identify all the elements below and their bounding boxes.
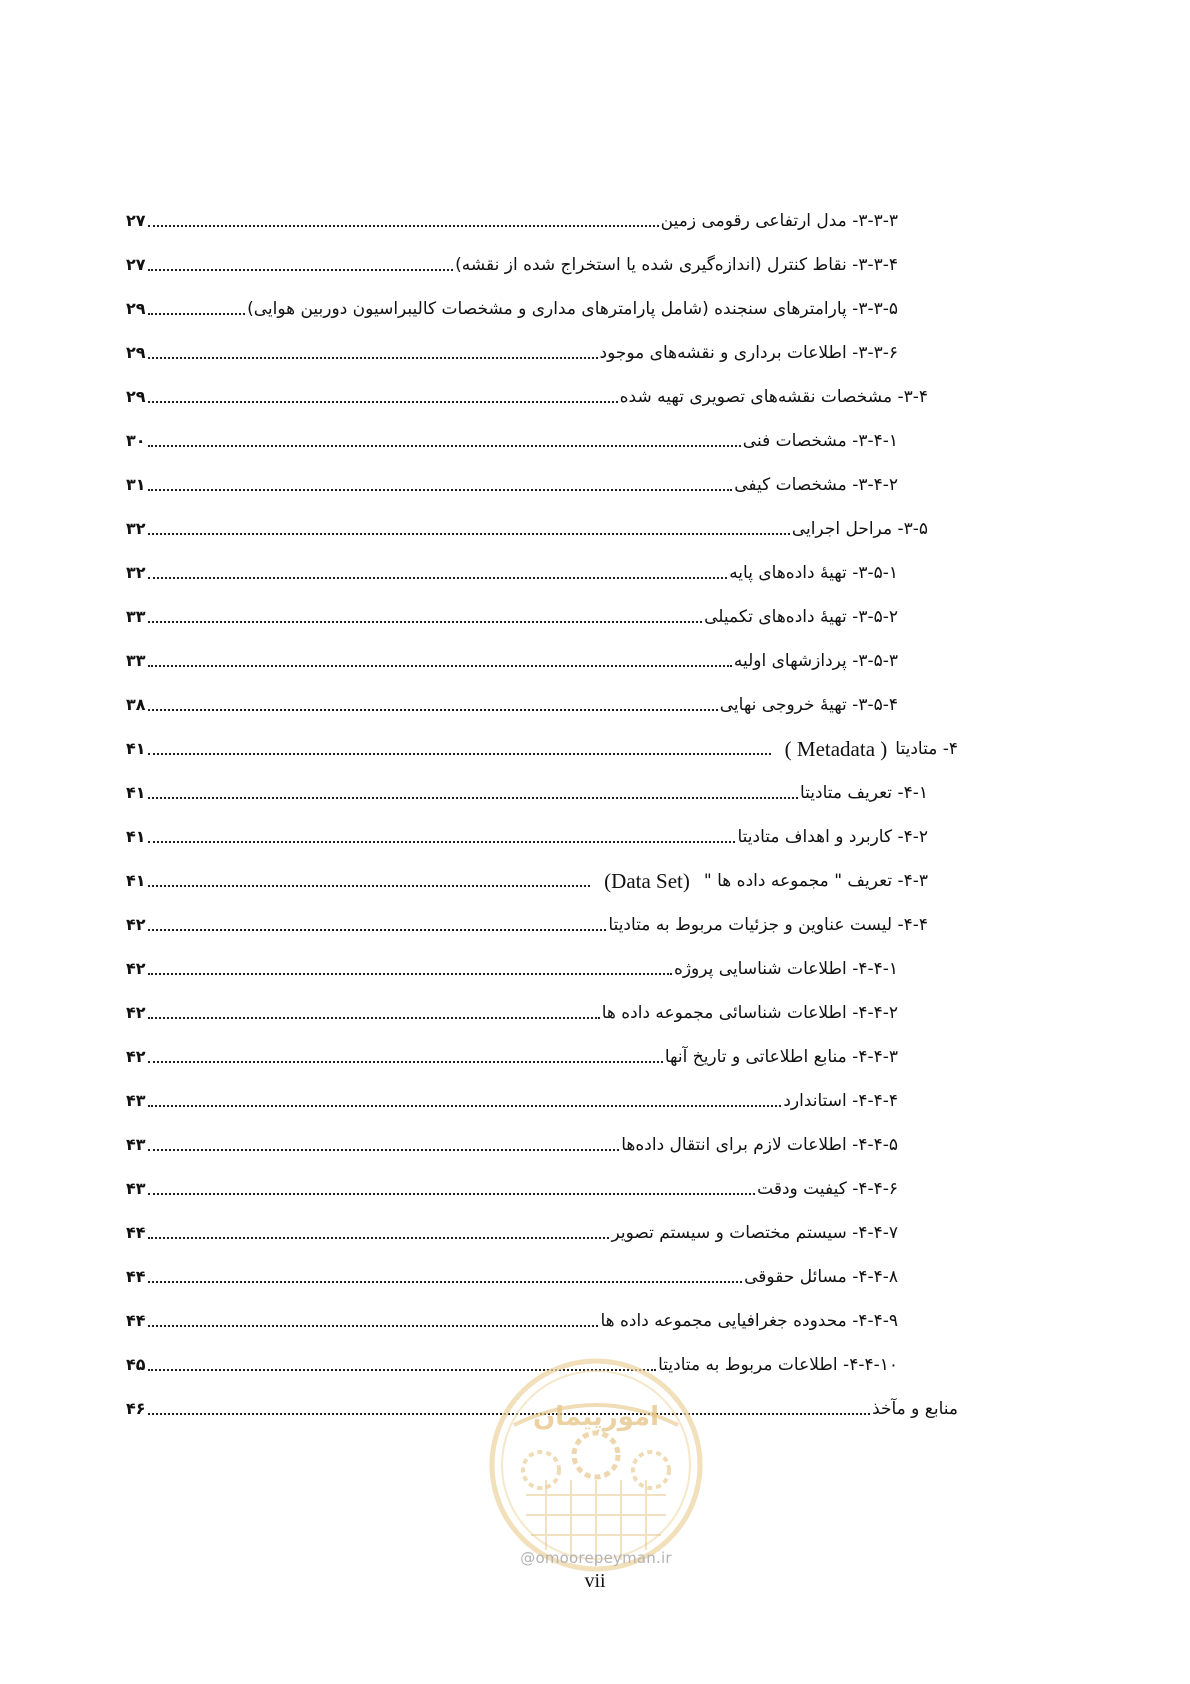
toc-entry bbox=[126, 906, 928, 936]
toc-entry-title: ۳-۴-۲- مشخصات کیفی bbox=[734, 475, 898, 495]
dot-leader bbox=[148, 401, 618, 403]
toc-entry-title: ۳-۵-۳- پردازشهای اولیه bbox=[733, 651, 898, 671]
toc-entry bbox=[126, 1302, 898, 1332]
toc-entry-title: ۳-۴- مشخصات نقشه‌های تصویری تهیه شده bbox=[619, 387, 928, 407]
toc-entry-page: ۴۴ bbox=[126, 1223, 146, 1242]
toc-entry-title: ۴-۴- لیست عناوین و جزئیات مربوط به متادیتا bbox=[608, 915, 928, 935]
toc-entry bbox=[126, 202, 898, 232]
toc-entry-page: ۴۱ bbox=[126, 739, 146, 758]
toc-entry-title: ۴-۴-۲- اطلاعات شناسائی مجموعه داده ها bbox=[601, 1003, 898, 1023]
toc-entry-page: ۳۲ bbox=[126, 519, 146, 538]
toc-entry-page: ۴۱ bbox=[126, 871, 146, 890]
toc-entry-title: ۴-۳- تعریف " مجموعه داده ها " bbox=[703, 871, 928, 891]
dot-leader bbox=[148, 489, 733, 491]
toc-entry-title: ۳-۴-۱- مشخصات فنی bbox=[742, 431, 898, 451]
toc-entry-title: ۳-۳-۶- اطلاعات برداری و نقشه‌های موجود bbox=[599, 343, 898, 363]
toc-entry-title: ۴-۴-۷- سیستم مختصات و سیستم تصویر bbox=[611, 1223, 898, 1243]
toc-entry bbox=[126, 378, 928, 408]
dot-leader bbox=[148, 973, 672, 975]
toc-entry-page: ۳۳ bbox=[126, 651, 146, 670]
dot-leader bbox=[148, 797, 798, 799]
toc-entry-title: ۳-۳-۵- پارامترهای سنجنده (شامل پارامترهای مداری و مشخصات کالیبراسیون دوربین هوایی) bbox=[247, 299, 898, 319]
dot-leader bbox=[148, 313, 246, 315]
toc-entry bbox=[126, 642, 898, 672]
toc-entry-page: ۴۵ bbox=[126, 1355, 146, 1374]
toc-entry bbox=[126, 1214, 898, 1244]
dot-leader bbox=[148, 533, 790, 535]
dot-leader bbox=[148, 1017, 600, 1019]
dot-leader bbox=[148, 621, 703, 623]
dot-leader bbox=[148, 753, 771, 755]
toc-entry bbox=[126, 246, 898, 276]
dot-leader bbox=[148, 577, 728, 579]
toc-entry-page: ۳۸ bbox=[126, 695, 146, 714]
dot-leader bbox=[148, 225, 659, 227]
toc-entry-page: ۳۱ bbox=[126, 475, 146, 494]
toc-entry-title: ۴-۴-۱- اطلاعات شناسایی پروژه bbox=[673, 959, 898, 979]
toc-entry-page: ۴۴ bbox=[126, 1311, 146, 1330]
toc-entry-title: ۴-۴-۸- مسائل حقوقی bbox=[744, 1267, 898, 1287]
toc-entry bbox=[126, 598, 898, 628]
toc-entry-page: ۲۷ bbox=[126, 211, 146, 230]
dot-leader bbox=[148, 885, 591, 887]
toc-entry-title: ۴-۲- کاربرد و اهداف متادیتا bbox=[737, 827, 928, 847]
toc-entry bbox=[126, 1126, 898, 1156]
toc-entry-page: ۴۲ bbox=[126, 1047, 146, 1066]
toc-entry-title: منابع و مآخذ bbox=[872, 1399, 958, 1419]
toc-entry-page: ۲۹ bbox=[126, 299, 146, 318]
toc-entry bbox=[126, 554, 898, 584]
dot-leader bbox=[148, 709, 718, 711]
toc-entry bbox=[126, 862, 928, 892]
toc-entry-page: ۴۱ bbox=[126, 827, 146, 846]
toc-entry-page: ۳۳ bbox=[126, 607, 146, 626]
toc-entry-title: ۴-۴-۶- کیفیت ودقت bbox=[757, 1179, 898, 1199]
toc-entry bbox=[126, 686, 898, 716]
dot-leader bbox=[148, 445, 741, 447]
toc-entry-title: ۴-۴-۵- اطلاعات لازم برای انتقال داده‌ها bbox=[621, 1135, 898, 1155]
dot-leader bbox=[148, 1325, 599, 1327]
dot-leader bbox=[148, 1281, 743, 1283]
toc-entry-page: ۴۲ bbox=[126, 1003, 146, 1022]
toc-entry-page: ۴۴ bbox=[126, 1267, 146, 1286]
toc-entry-title: ۳-۳-۳- مدل ارتفاعی رقومی زمین bbox=[660, 211, 898, 231]
toc-entry bbox=[126, 730, 958, 760]
toc-entry bbox=[126, 994, 898, 1024]
toc-entry-page: ۲۹ bbox=[126, 343, 146, 362]
toc-entry-title: ۴-۴-۱۰- اطلاعات مربوط به متادیتا bbox=[658, 1355, 898, 1375]
dot-leader bbox=[148, 929, 607, 931]
toc-entry-title: ۳-۵-۲- تهیهٔ داده‌های تکمیلی bbox=[704, 607, 898, 627]
dot-leader bbox=[148, 357, 598, 359]
watermark-seal bbox=[486, 1355, 706, 1575]
toc-entry-page: ۴۳ bbox=[126, 1135, 146, 1154]
toc-entry-page: ۴۱ bbox=[126, 783, 146, 802]
toc-entry-title: ۴-۴-۴- استاندارد bbox=[783, 1091, 898, 1111]
toc-entry-page: ۲۷ bbox=[126, 255, 146, 274]
toc-entry bbox=[126, 466, 898, 496]
dot-leader bbox=[148, 1193, 756, 1195]
toc-entry-latin: ( Metadata ) bbox=[784, 737, 888, 761]
toc-entry-page: ۴۲ bbox=[126, 959, 146, 978]
toc-entry-title: ۳-۵-۱- تهیهٔ داده‌های پایه bbox=[729, 563, 898, 583]
toc-entry bbox=[126, 334, 898, 364]
dot-leader bbox=[148, 665, 732, 667]
toc-entry-title: ۴-۴-۳- منابع اطلاعاتی و تاریخ آنها bbox=[664, 1047, 898, 1067]
toc-entry-page: ۲۹ bbox=[126, 387, 146, 406]
dot-leader bbox=[148, 1105, 782, 1107]
dot-leader bbox=[148, 1149, 620, 1151]
toc-entry-page: ۴۳ bbox=[126, 1091, 146, 1110]
toc-entry bbox=[126, 774, 928, 804]
toc-entry bbox=[126, 1038, 898, 1068]
dot-leader bbox=[148, 1237, 610, 1239]
toc-entry-page: ۳۰ bbox=[126, 431, 146, 450]
toc-entry-page: ۴۳ bbox=[126, 1179, 146, 1198]
toc-entry bbox=[126, 818, 928, 848]
watermark-url: @omoorepeyman.ir bbox=[520, 1549, 672, 1567]
toc-entry-page: ۴۶ bbox=[126, 1399, 146, 1418]
toc-entry bbox=[126, 1258, 898, 1288]
toc-entry bbox=[126, 1170, 898, 1200]
toc-entry bbox=[126, 510, 928, 540]
page-number: vii bbox=[584, 1570, 606, 1592]
toc-entry-title: ۳-۵- مراحل اجرایی bbox=[791, 519, 928, 539]
toc-entry-title: ۴-۴-۹- محدوده جغرافیایی مجموعه داده ها bbox=[600, 1311, 898, 1331]
dot-leader bbox=[148, 841, 736, 843]
toc-entry bbox=[126, 1082, 898, 1112]
toc-entry bbox=[126, 950, 898, 980]
toc-entry-page: ۳۲ bbox=[126, 563, 146, 582]
toc-entry-title: ۳-۳-۴- نقاط کنترل (اندازه‌گیری شده یا استخراج شده از نقشه) bbox=[455, 255, 898, 275]
dot-leader bbox=[148, 1061, 663, 1063]
toc-entry-title: ۴-۱- تعریف متادیتا bbox=[799, 783, 928, 803]
toc-entry-title: ۳-۵-۴- تهیهٔ خروجی نهایی bbox=[719, 695, 898, 715]
toc-entry-page: ۴۲ bbox=[126, 915, 146, 934]
toc-entry bbox=[126, 422, 898, 452]
toc-entry-title: ۴- متادیتا bbox=[895, 739, 958, 759]
toc-entry bbox=[126, 290, 898, 320]
seal-text: امورپیمان bbox=[532, 1402, 660, 1432]
dot-leader bbox=[148, 269, 454, 271]
toc-entry-latin: (Data Set) bbox=[604, 869, 690, 893]
